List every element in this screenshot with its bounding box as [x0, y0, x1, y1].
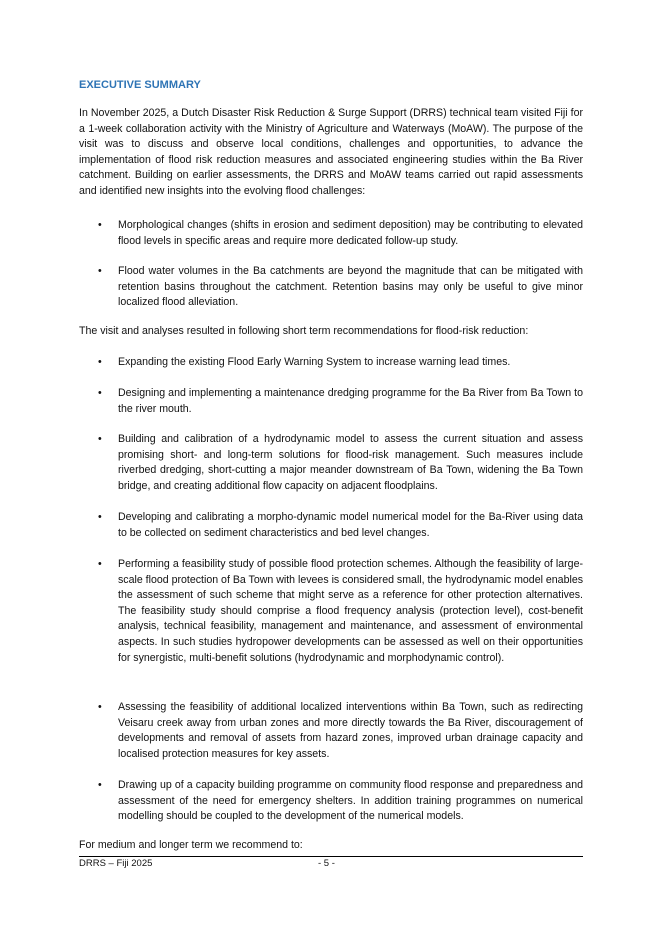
footer-title: DRRS – Fiji 2025 — [79, 858, 153, 869]
section-heading: EXECUTIVE SUMMARY — [79, 79, 201, 91]
recommendation-text: Drawing up of a capacity building programme on community flood response and preparedness and assessment of the need for emergency shelters. In addition training programmes on numerical modelling should be coupled to the development of the numerical models. — [118, 779, 583, 823]
page-number: - 5 - — [318, 858, 335, 869]
recommendation-text: Assessing the feasibility of additional localized interventions within Ba Town, such as redirecting Veisaru creek away from urban zones and more directly towards the Ba River, discouragement of developments and removal of assets from hazard zones, improved urban drainage capacity and localised protection measures for key assets. — [118, 701, 583, 760]
closing-line: For medium and longer term we recommend to: — [79, 839, 303, 851]
bullet-icon: • — [98, 387, 102, 399]
bullet-icon: • — [98, 356, 102, 368]
bullet-icon: • — [98, 433, 102, 445]
recommendation-text: Developing and calibrating a morpho-dynamic model numerical model for the Ba-River using data to be collected on sediment characteristics and bed level changes. — [118, 511, 583, 539]
recommendation-text: Designing and implementing a maintenance dredging programme for the Ba River from Ba Town to the river mouth. — [118, 387, 583, 415]
bullet-icon: • — [98, 511, 102, 523]
challenge-text: Morphological changes (shifts in erosion and sediment deposition) may be contributing to elevated flood levels in specific areas and require more dedicated follow-up study. — [118, 219, 583, 247]
recommendation-text: Expanding the existing Flood Early Warning System to increase warning lead times. — [118, 356, 511, 368]
intro-paragraph: In November 2025, a Dutch Disaster Risk Reduction & Surge Support (DRRS) technical team visited Fiji for a 1-week collaboration activity with the Ministry of Agriculture and Waterways (MoAW). The purpose of the visit was to discuss and observe local conditions, challenges and opportunities, to advance the implementation of flood risk reduction measures and associated engineering studies within the Ba River catchment. Building on earlier assessments, the DRRS and MoAW teams carried out rapid assessments and identified new insights into the evolving flood challenges: — [79, 107, 583, 197]
recommendation-text: Building and calibration of a hydrodynamic model to assess the current situation and assess promising short- and long-term solutions for flood-risk management. Such measures include riverbed dredging, short-cutting a major meander downstream of Ba Town, widening the Ba Town bridge, and creating additional flow capacity on adjacent floodplains. — [118, 433, 583, 492]
bullet-icon: • — [98, 779, 102, 791]
challenge-text: Flood water volumes in the Ba catchments are beyond the magnitude that can be mitigated with retention basins throughout the catchment. Retention basins may only be useful to give minor localized flood alleviation. — [118, 265, 583, 309]
bullet-icon: • — [98, 219, 102, 231]
bullet-icon: • — [98, 701, 102, 713]
bullet-icon: • — [98, 558, 102, 570]
recommendations-intro: The visit and analyses resulted in following short term recommendations for flood-risk reduction: — [79, 325, 529, 337]
recommendation-text: Performing a feasibility study of possible flood protection schemes. Although the feasibility of large-scale flood protection of Ba Town with levees is considered small, the hydrodynamic model enables the assessment of such scheme that might serve as a reference for other protection alternatives. The feasibility study should comprise a flood frequency analysis (protection level), cost-benefit analysis, technical feasibility, management and maintenance, and assessment of environmental aspects. In such studies hydropower developments can be assessed as well on their opportunities for synergistic, multi-benefit solutions (hydrodynamic and morphodynamic control). — [118, 558, 584, 664]
footer-divider — [79, 856, 583, 857]
bullet-icon: • — [98, 265, 102, 277]
